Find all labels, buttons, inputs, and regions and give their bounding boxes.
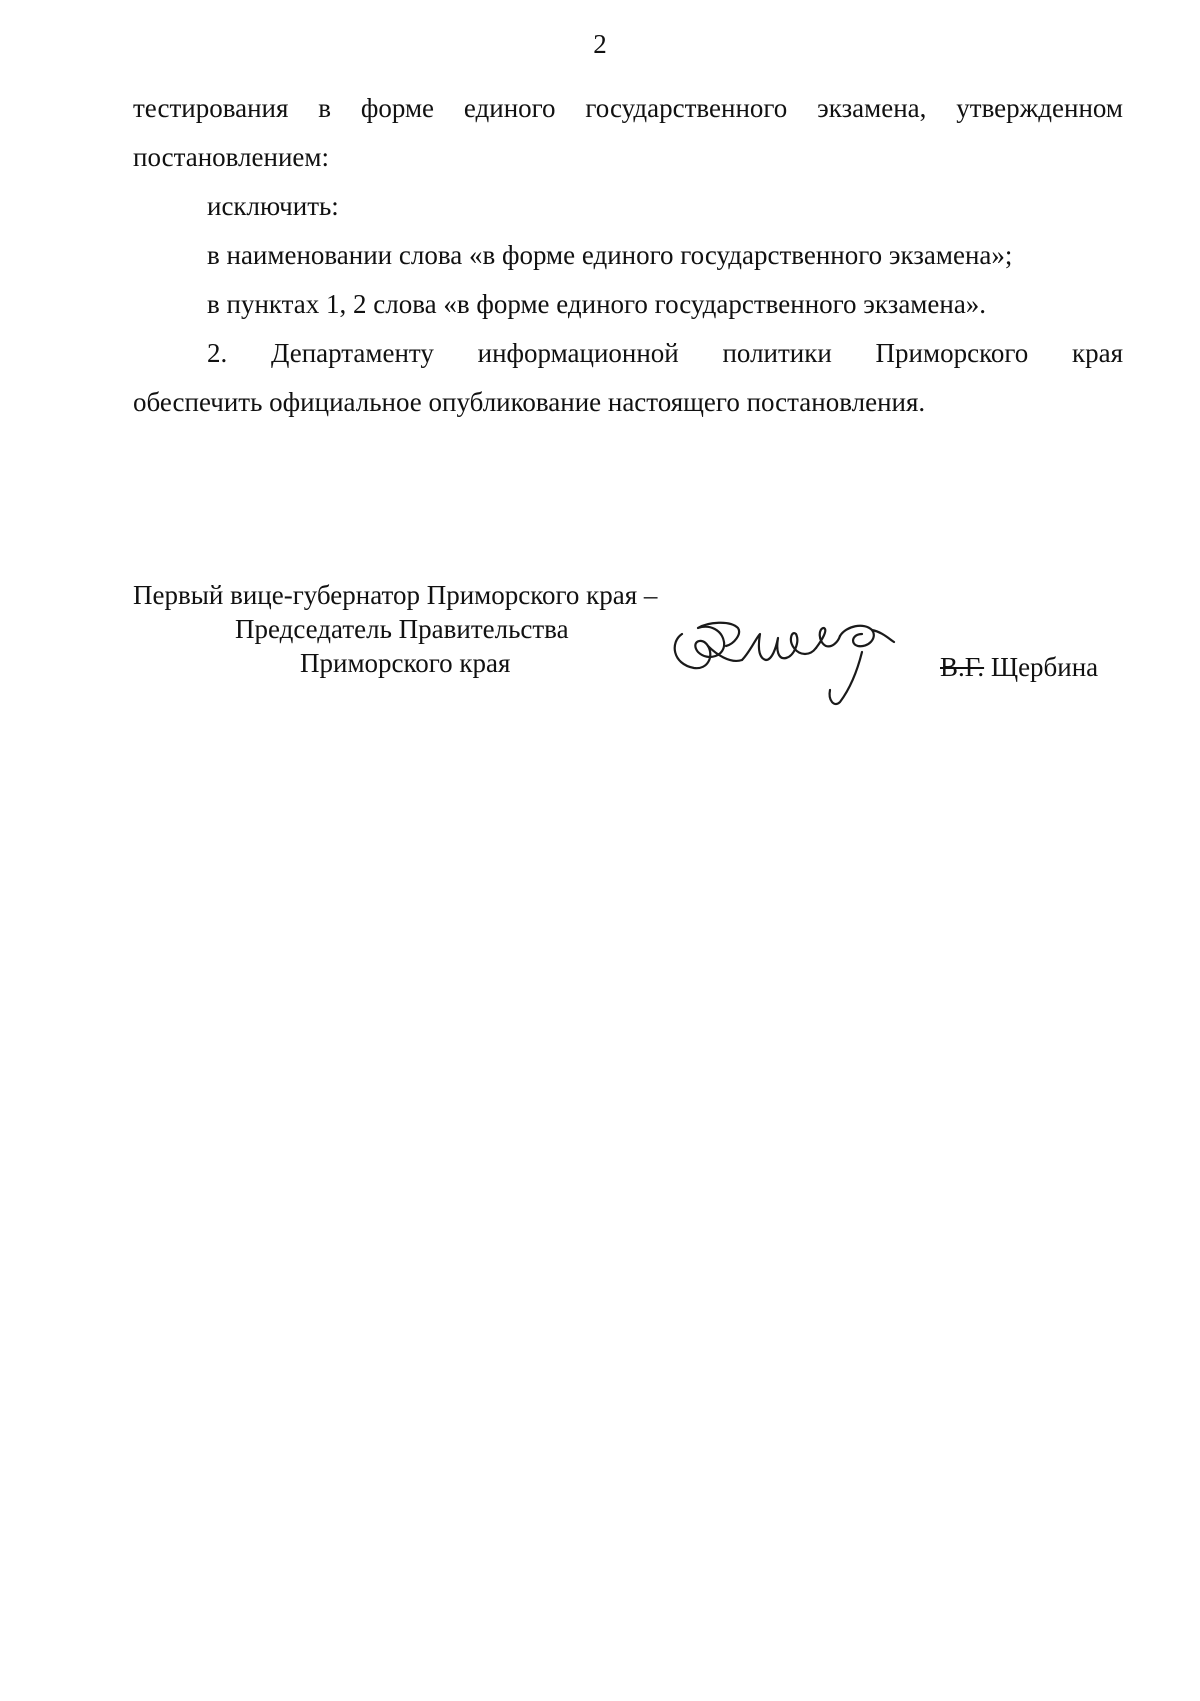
paragraph-2-line-2: обеспечить официальное опубликование настоящего постановления. (133, 387, 926, 417)
paragraph-exclude: исключить: (207, 191, 339, 221)
signatory-title-line-2: Председатель Правительства (235, 614, 569, 644)
signatory-title-line-3: Приморского края (300, 648, 511, 678)
paragraph-1-line-1: тестирования в форме единого государственного экзамена, утвержденном (133, 93, 1123, 123)
signatory-title (133, 578, 693, 680)
signatory-title-line-1: Первый вице-губернатор Приморского края – (133, 580, 658, 610)
signer-surname: Щербина (990, 652, 1099, 682)
paragraph-1-line-2: постановлением: (133, 142, 329, 172)
signer-name (940, 650, 1098, 684)
paragraph-2-line-1: 2. Департаменту информационной политики Приморского края (207, 338, 1123, 368)
document-body (133, 84, 1123, 427)
signer-initials: В.Г. (940, 652, 985, 682)
paragraph-title-words: в наименовании слова «в форме единого государственного экзамена»; (207, 240, 1013, 270)
page-number: 2 (593, 29, 607, 59)
paragraph-points-words: в пунктах 1, 2 слова «в форме единого государственного экзамена». (207, 289, 987, 319)
handwritten-signature (668, 612, 908, 712)
